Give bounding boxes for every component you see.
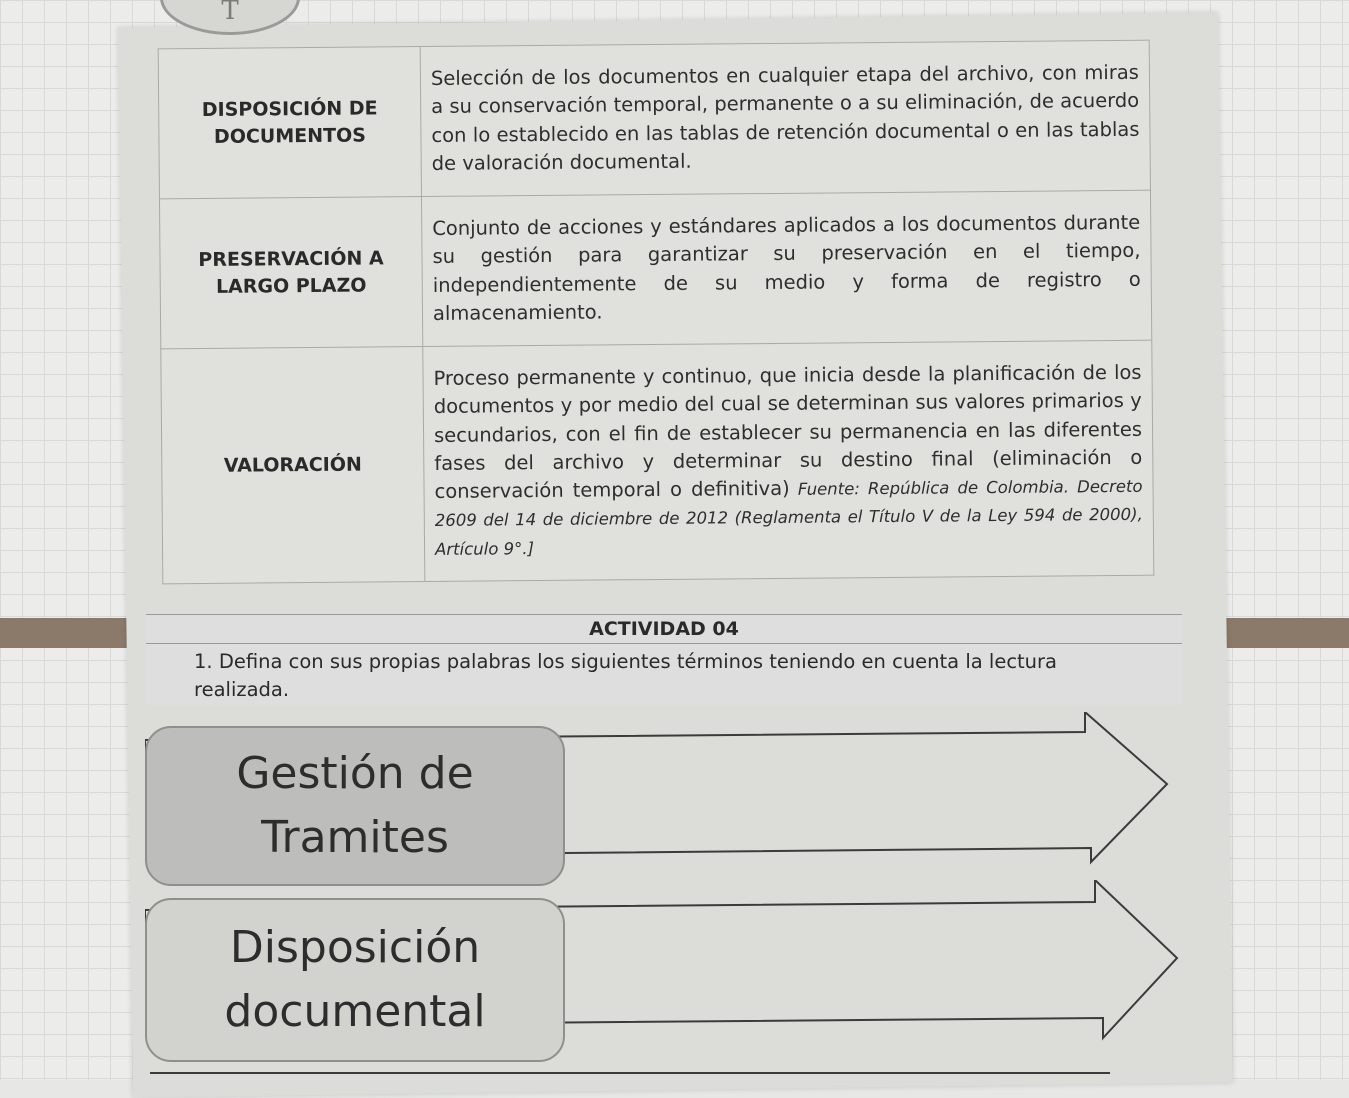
definition-text: Selección de los documentos en cualquier etapa del archivo, con miras a su conservación temporal, permanente o a su eliminación, de acuerdo con lo establecido en las tablas de retención documental o en las tablas de valoración documental. [430, 60, 1140, 175]
definition-cell [420, 40, 1150, 196]
table-row [161, 340, 1154, 583]
instruction-text: Defina con sus propias palabras los siguientes términos teniendo en cuenta la lectura realizada. [194, 650, 1058, 702]
table-row [158, 40, 1150, 199]
term-box-line: Tramites [261, 812, 449, 863]
instruction-number: 1. [194, 650, 213, 673]
definition-text: Proceso permanente y continuo, que inicia desde la planificación de los documentos y por medio del cual se determinan sus valores primarios y secundarios, con el fin de establecer su permanencia en las diferentes fases del archivo y determinar su destino final (eliminación o conservación temporal o definitiva) [433, 360, 1143, 504]
table-row [159, 190, 1151, 349]
activity-title: ACTIVIDAD 04 [146, 615, 1182, 644]
term-line: PRESERVACIÓN A [198, 247, 384, 271]
term-line: LARGO PLAZO [215, 274, 367, 298]
activity-instruction [146, 644, 1074, 705]
term-cell [161, 347, 425, 584]
term-arrow-1 [145, 712, 1175, 902]
terms-table [158, 40, 1155, 585]
term-box [145, 726, 565, 886]
term-line: DOCUMENTOS [213, 124, 366, 148]
term-box-line: Disposición [229, 922, 481, 974]
definition-text: Conjunto de acciones y estándares aplicados a los documentos durante su gestión para garantizar su preservación en el tiempo, independientemente de su medio y forma de registro o almacenamiento. [432, 210, 1141, 325]
term-cell [158, 47, 421, 199]
source-citation: Fuente: República de Colombia. Decreto 2609 del 14 de diciembre de 2012 (Reglamenta el Título V de la Ley 594 de 2000), Artículo 9°.] [434, 476, 1143, 559]
term-arrow-2 [145, 880, 1185, 1080]
definition-cell [421, 190, 1151, 346]
next-arrow-edge [150, 1072, 1110, 1082]
term-box-line: documental [224, 986, 486, 1037]
term-box [145, 898, 565, 1062]
term-line: VALORACIÓN [223, 453, 362, 477]
term-line: DISPOSICIÓN DE [201, 97, 378, 121]
term-cell [159, 197, 422, 349]
term-box-line: Gestión de [236, 748, 474, 800]
activity-section [146, 614, 1182, 705]
institution-logo: T [160, 0, 300, 35]
definition-cell [423, 340, 1154, 581]
